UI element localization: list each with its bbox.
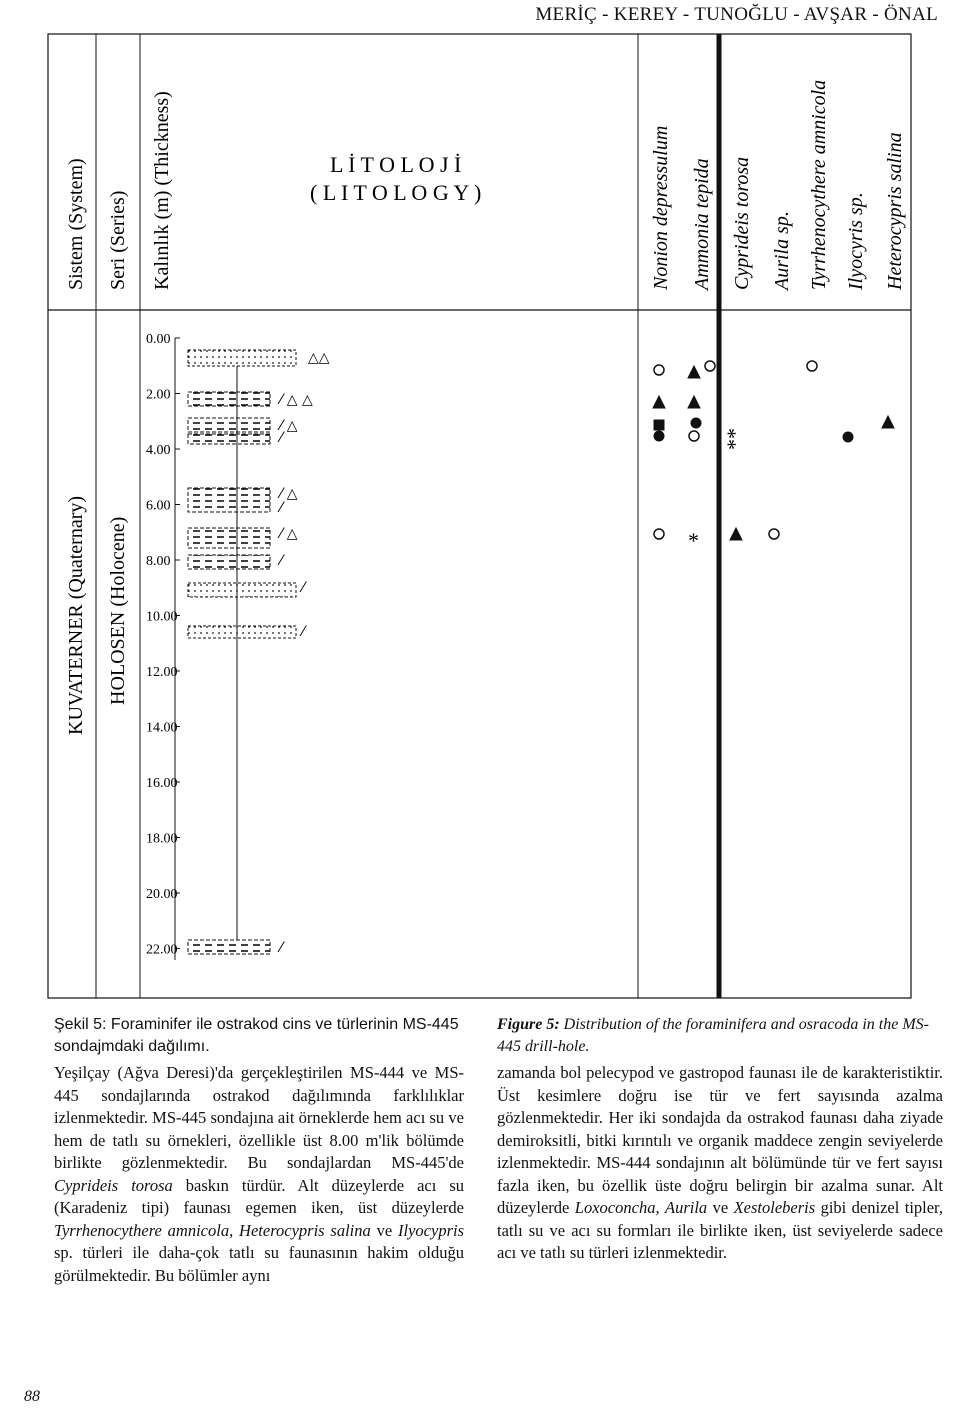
depth-tick-label: 4.00 bbox=[146, 443, 171, 458]
species-name: Aurila bbox=[665, 1198, 708, 1217]
svg-text:△△: △△ bbox=[308, 350, 330, 366]
paragraph-text: gibi denizel tipler, tatlı su ve acı su formları ile birlikte iken, üst seviyelerde sadece acı ve tatlı su türleri izlenmektedir. bbox=[497, 1198, 944, 1262]
depth-tick-label: 8.00 bbox=[146, 554, 171, 569]
series-value: HOLOSEN (Holocene) bbox=[107, 516, 129, 705]
caption-en-label: Figure 5: bbox=[497, 1016, 560, 1033]
taxon-label: Heterocypris salina bbox=[884, 132, 906, 290]
species-name: Xestoleberis bbox=[733, 1198, 816, 1217]
taxon-label: Cyprideis torosa bbox=[731, 156, 753, 290]
svg-text:⁄: ⁄ bbox=[280, 500, 283, 516]
taxon-label: Ilyocyris sp. bbox=[845, 192, 867, 290]
species-name: Tyrrhenocythere amnicola, Heterocypris salina bbox=[54, 1220, 371, 1240]
running-header: MERİÇ - KEREY - TUNOĞLU - AVŞAR - ÖNAL bbox=[535, 4, 938, 25]
body-text-right bbox=[497, 1062, 943, 1265]
svg-text:⁄: ⁄ bbox=[280, 553, 283, 569]
col-thickness-label: Kalınlık (m) (Thickness) bbox=[151, 91, 173, 290]
system-value: KUVATERNER (Quaternary) bbox=[65, 495, 87, 735]
fossil-symbols bbox=[277, 350, 330, 956]
depth-tick-label: 0.00 bbox=[146, 332, 171, 347]
paragraph-text: ve bbox=[712, 1198, 729, 1217]
svg-text:⁄ △: ⁄ △ bbox=[280, 486, 298, 502]
svg-text:⁄ △: ⁄ △ bbox=[280, 418, 298, 434]
double-asterisk-marker: ** bbox=[722, 428, 747, 450]
taxon-label: Aurila sp. bbox=[771, 211, 793, 290]
depth-tick-label: 12.00 bbox=[146, 665, 178, 680]
svg-text:⁄: ⁄ bbox=[280, 430, 283, 446]
species-name: Cyprideis torosa bbox=[54, 1175, 173, 1195]
col-series-label: Seri (Series) bbox=[107, 190, 129, 290]
caption-en-text: Distribution of the foraminifera and osracoda in the MS-445 drill-hole. bbox=[497, 1016, 929, 1055]
svg-text:⁄ △: ⁄ △ bbox=[280, 526, 298, 542]
svg-text:⁄: ⁄ bbox=[302, 624, 305, 640]
taxon-label: Ammonia tepida bbox=[691, 158, 713, 290]
species-name: Loxoconcha, bbox=[574, 1198, 660, 1217]
paragraph-text: ve bbox=[376, 1220, 393, 1240]
taxon-label: Nonion depressulum bbox=[650, 125, 672, 290]
lithology-title-tr: L İ T O L O J İ bbox=[330, 152, 462, 177]
asterisk-marker: * bbox=[688, 528, 699, 553]
svg-text:⁄: ⁄ bbox=[302, 580, 305, 596]
svg-text:⁄: ⁄ bbox=[280, 940, 283, 956]
col-system-label: Sistem (System) bbox=[65, 158, 87, 290]
caption-tr: Şekil 5: Foraminifer ile ostrakod cins ve türlerinin MS-445 sondajmdaki dağılımı. bbox=[54, 1016, 459, 1055]
paragraph-text: baskın türdür. Alt düzeylerde acı su (Karadeniz tipi) faunası egemen iken, üst düzeylerde bbox=[54, 1175, 464, 1217]
caption-en bbox=[497, 1014, 947, 1058]
depth-tick-label: 16.00 bbox=[146, 776, 178, 791]
body-text-left bbox=[54, 1062, 464, 1287]
paragraph-text: sp. türleri ile daha-çok tatlı su faunasının hakim olduğu görülmektedir. Bu bölümler aynı bbox=[54, 1243, 464, 1285]
svg-text:⁄ △ △: ⁄ △ △ bbox=[280, 392, 313, 408]
depth-tick-label: 20.00 bbox=[146, 887, 178, 902]
depth-tick-label: 6.00 bbox=[146, 498, 171, 514]
paragraph-text: zamanda bol pelecypod ve gastropod faunası ile de karakteristiktir. Üst kesimlere doğru ise tür ve fert sayısında azalma gözlenmektedir. Her iki sondajda da ostrakod faunası daha ziyade demiroksitli, bitki kırıntılı ve organik maddece zengin seviyelerde izlenmektedir. MS-444 sondajının alt bölümünde tür ve fert sayısı fazla iken, bu özellik üste doğru belirgin bir azalma sunar. Alt düzeylerde bbox=[497, 1063, 943, 1217]
page-number: 88 bbox=[24, 1388, 40, 1405]
depth-tick-label: 22.00 bbox=[146, 942, 178, 958]
paragraph-text: Yeşilçay (Ağva Deresi)'da gerçekleştirilen MS-444 ve MS-445 sondajlarında ostrakod dağılımında farklılıklar izlenmektedir. MS-445 sondajına ait örneklerde hem acı su ve hem de tatlı su örnekleri, özellikle üst 8.00 m'lik bölümde birlikte gözlenmektedir. Bu sondajlardan MS-445'de bbox=[54, 1063, 464, 1172]
species-name: Ilyocypris bbox=[398, 1220, 465, 1240]
lithology-title-en: ( L I T O L O G Y ) bbox=[310, 180, 482, 205]
depth-tick-label: 14.00 bbox=[146, 720, 178, 736]
depth-tick-label: 18.00 bbox=[146, 831, 178, 847]
depth-tick-label: 2.00 bbox=[146, 387, 171, 403]
depth-tick-label: 10.00 bbox=[146, 609, 178, 625]
occurrence-markers bbox=[653, 361, 894, 540]
taxon-label: Tyrrhenocythere amnicola bbox=[808, 79, 830, 290]
